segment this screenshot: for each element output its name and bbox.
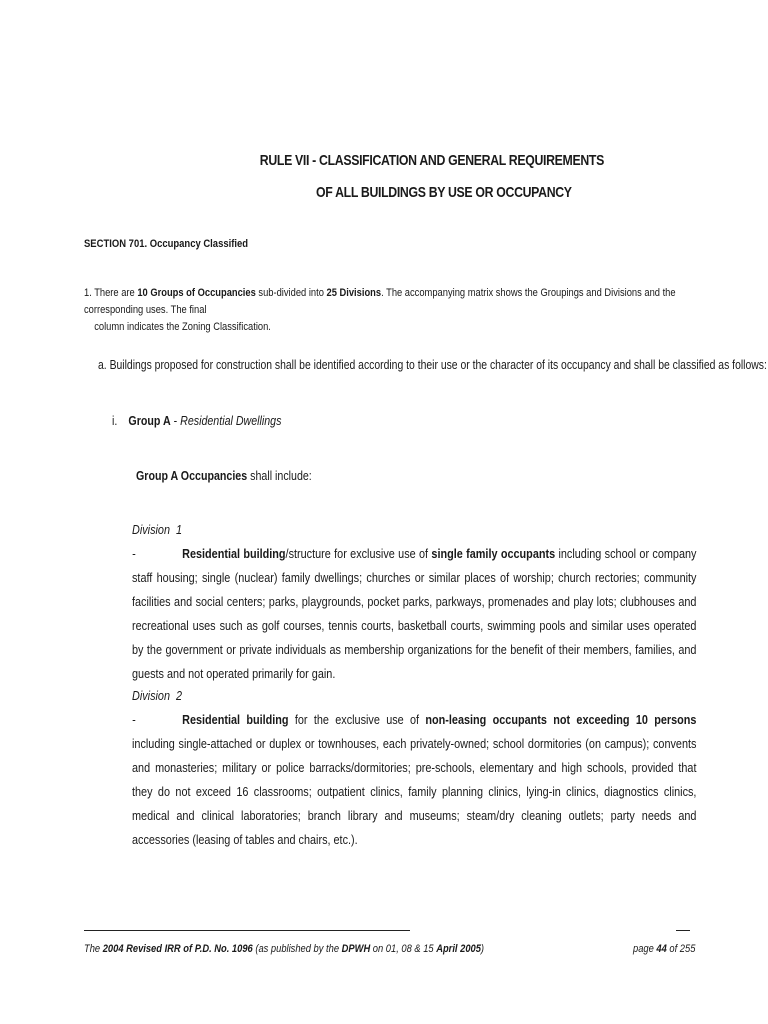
paragraph-1-line-2: column indicates the Zoning Classification. xyxy=(94,321,271,333)
paragraph-1: 1. There are 10 Groups of Occupancies sub-divided into 25 Divisions. The accompanying matrix shows the Groupings and Divisions and the corresponding uses. The final column indicates the Zoning Classification. xyxy=(84,287,676,333)
rule-title-line-2: OF ALL BUILDINGS BY USE OR OCCUPANCY xyxy=(316,184,572,201)
subparagraph-a: a. Buildings proposed for construction shall be identified according to their use or the character of its occupancy and shall be classified as follows: xyxy=(98,357,767,372)
division-2-label: Division 2 - xyxy=(132,688,183,727)
division-1-label: Division 1 - xyxy=(132,522,183,561)
page-number: page 44 of 255 xyxy=(633,943,696,955)
section-heading: SECTION 701. Occupancy Classified xyxy=(84,238,249,250)
footer-divider xyxy=(84,930,410,931)
division-1-paragraph: Division 1 - Residential building/structure for exclusive use of single family occupants including school or company staff housing; single (nuclear) family dwellings; churches or similar places of worship; church rectories; community facilities and social centers; parks, playgrounds, pocket parks, parkways, promenades and play lots; clubhouses and recreational uses such as golf courses, tennis courts, basketball courts, swimming pools and similar uses operated by the government or private individuals as membership organizations for the benefit of their members, families, and guests and not operated primarily for gain. xyxy=(132,518,696,686)
footer-page-divider xyxy=(676,930,690,931)
item-i-group-a: i. Group A - Residential Dwellings xyxy=(112,413,282,428)
footer-citation: The 2004 Revised IRR of P.D. No. 1096 (as published by the DPWH on 01, 08 & 15 April 2005) xyxy=(84,943,485,955)
paragraph-number: 1. xyxy=(84,287,92,299)
group-a-occupancies-intro: Group A Occupancies shall include: xyxy=(136,468,312,483)
division-2-paragraph: Division 2 - Residential building for the exclusive use of non-leasing occupants not exceeding 10 persons including single-attached or duplex or townhouses, each privately-owned; school dormitories (on campus); convents and monasteries; military or police barracks/dormitories; pre-schools, elementary and high schools, provided that they do not exceed 16 classrooms; outpatient clinics, family planning clinics, lying-in clinics, diagnostics clinics, medical and clinical laboratories; branch library and museums; steam/dry cleaning outlets; party needs and accessories (leasing of tables and chairs, etc.). xyxy=(132,684,696,852)
rule-title-line-1: RULE VII - CLASSIFICATION AND GENERAL REQUIREMENTS xyxy=(259,152,605,169)
